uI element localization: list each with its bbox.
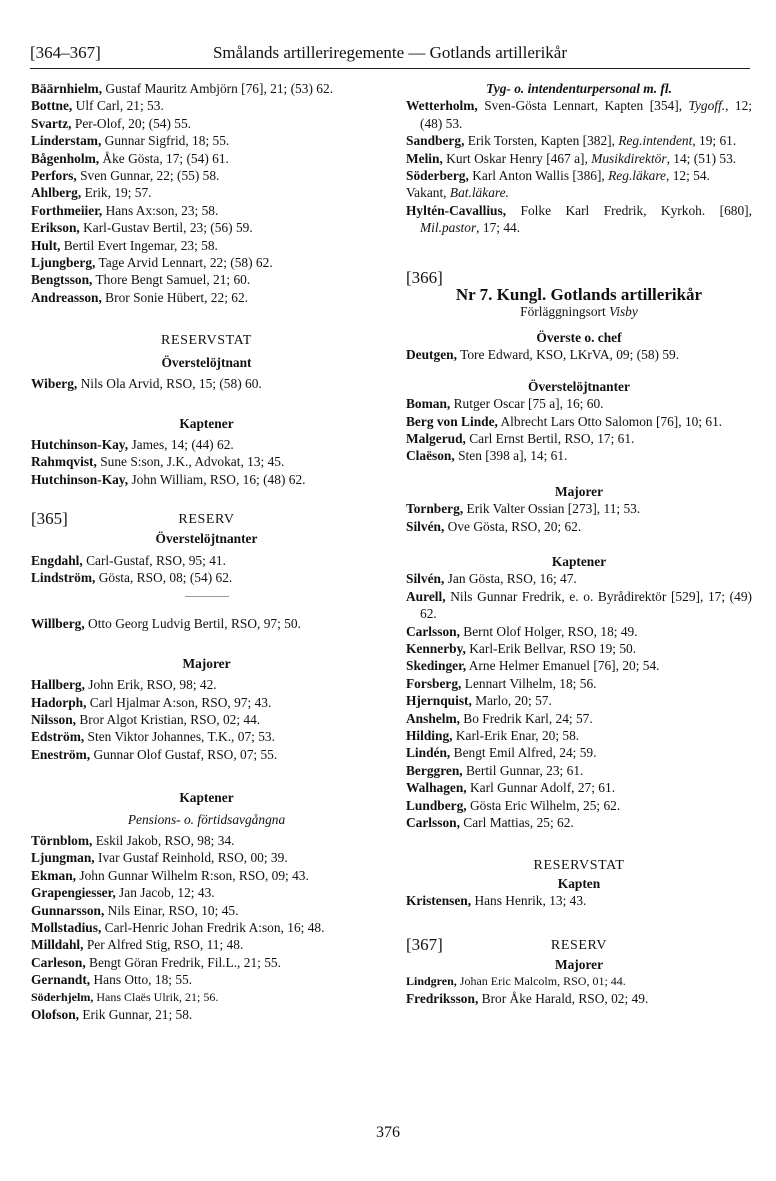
entry-details: Carl Hjalmar A:son, RSO, 97; 43. (86, 694, 272, 710)
roster-entry (31, 289, 382, 306)
entry-details: Thore Bengt Samuel, 21; 60. (92, 272, 251, 288)
section-number: [365] (31, 509, 68, 529)
entry-name: Grapengiesser, (31, 885, 116, 901)
entry-details: Erik Valter Ossian [273], 11; 53. (463, 501, 641, 517)
rank-heading: Överstelöjtnanter (528, 378, 630, 394)
entry-details: Vakant, (406, 185, 450, 201)
section-row (406, 936, 752, 956)
entry-details: Gösta Eric Wilhelm, 25; 62. (466, 797, 621, 813)
roster-entry (31, 202, 382, 219)
entry-name: Berg von Linde, (406, 413, 498, 429)
entry-details: Kurt Oskar Henry [467 a], (442, 150, 592, 166)
entry-name: Berggren, (406, 762, 463, 778)
roster-entry (31, 167, 382, 184)
entry-details: Carl-Gustaf, RSO, 95; 41. (82, 552, 226, 568)
entry-details: Nils Einar, RSO, 10; 45. (104, 902, 239, 918)
roster-entry (31, 132, 382, 149)
entry-details: Folke Karl Fredrik, Kyrkoh. [680], (506, 202, 752, 218)
entry-name: Silvén, (406, 571, 445, 587)
entry-name: Hadorph, (31, 694, 87, 710)
entry-details: Rutger Oscar [75 a], 16; 60. (450, 396, 604, 412)
roster-entry (31, 694, 382, 711)
entry-details: John William, RSO, 16; (48) 62. (128, 471, 306, 487)
entry-details: Ove Gösta, RSO, 20; 62. (444, 518, 582, 534)
roster-entry (406, 675, 752, 692)
roster-entry (31, 569, 382, 586)
entry-details: Bror Sonie Hübert, 22; 62. (101, 289, 248, 305)
entry-details-end: , 17; 44. (476, 220, 521, 236)
roster-entry (406, 892, 752, 909)
roster-entry (406, 570, 752, 587)
roster-entry (31, 219, 382, 236)
section-row (31, 510, 382, 530)
entry-name: Hjernquist, (406, 693, 472, 709)
roster-list (406, 892, 752, 909)
entry-details: Lennart Vilhelm, 18; 56. (461, 675, 597, 691)
entry-details: Åke Gösta, 17; (54) 61. (99, 150, 229, 166)
section-title: RESERV (550, 937, 608, 953)
roster-entry (406, 744, 752, 761)
roster-entry (406, 640, 752, 657)
entry-details: Karl-Gustav Bertil, 23; (56) 59. (79, 220, 253, 236)
roster-entry (31, 971, 382, 988)
entry-details: Nils Gunnar Fredrik, e. o. Byrådirektör [529], 17; (49) 62. (420, 588, 752, 622)
rank-heading: Majorer (554, 483, 604, 499)
roster-entry (31, 471, 382, 488)
roster-entry (406, 430, 752, 447)
rank-heading: Kaptener (179, 415, 234, 431)
entry-name: Bottne, (31, 98, 73, 114)
entry-details: Bo Fredrik Karl, 24; 57. (459, 710, 593, 726)
roster-list (31, 375, 382, 392)
roster-entry (31, 711, 382, 728)
entry-details: Karl-Erik Bellvar, RSO 19; 50. (465, 640, 637, 656)
garrison-place: Visby (609, 304, 638, 320)
entry-details: Bertil Evert Ingemar, 23; 58. (60, 237, 218, 253)
entry-details: John Gunnar Wilhelm R:son, RSO, 09; 43. (76, 867, 309, 883)
entry-details: Marlo, 20; 57. (471, 693, 552, 709)
running-title: Smålands artilleriregemente — Gotlands artillerikår (212, 43, 568, 62)
roster-list (31, 80, 382, 306)
roster-entry (31, 867, 382, 884)
entry-name: Ljungman, (31, 850, 95, 866)
entry-details: Nils Ola Arvid, RSO, 15; (58) 60. (77, 376, 262, 392)
entry-details-end: , 12; (48) 53. (420, 98, 752, 131)
entry-name: Anshelm, (406, 710, 460, 726)
entry-details: Ulf Carl, 21; 53. (72, 98, 164, 114)
roster-entry (406, 588, 752, 623)
roster-entry (406, 710, 752, 727)
roster-entry (31, 97, 382, 114)
roster-list (406, 500, 752, 535)
entry-details: Per-Olof, 20; (54) 55. (71, 115, 192, 131)
entry-details: Sune S:son, J.K., Advokat, 13; 45. (96, 454, 285, 470)
entry-details: Carl-Henric Johan Fredrik A:son, 16; 48. (101, 920, 325, 936)
entry-name: Forsberg, (406, 675, 462, 691)
entry-name: Ahlberg, (31, 185, 82, 201)
entry-details: Carl Ernst Bertil, RSO, 17; 61. (465, 430, 635, 446)
entry-name: Hult, (31, 237, 61, 253)
entry-name: Eneström, (31, 746, 91, 762)
garrison-line (406, 303, 752, 320)
entry-details: Albrecht Lars Otto Salomon [76], 10; 61. (497, 413, 723, 429)
entry-title: Tygoff. (688, 98, 726, 114)
entry-details: Jan Gösta, RSO, 16; 47. (444, 571, 577, 587)
entry-name: Malgerud, (406, 430, 466, 446)
entry-name: Hyltén-Cavallius, (406, 202, 507, 218)
entry-details: Bengt Emil Alfred, 24; 59. (450, 745, 597, 761)
entry-name: Mollstadius, (31, 920, 102, 936)
roster-list (406, 570, 752, 831)
entry-details: Sven Gunnar, 22; (55) 58. (76, 168, 220, 184)
entry-details: Gustaf Mauritz Ambjörn [76], 21; (53) 62. (102, 81, 333, 96)
entry-name: Carlsson, (406, 815, 460, 831)
entry-name: Fredriksson, (406, 991, 479, 1007)
entry-details: Gösta, RSO, 08; (54) 62. (95, 569, 233, 585)
rank-heading: Överstelöjtnanter (155, 531, 258, 547)
entry-details-end: , 14; (51) 53. (666, 150, 737, 166)
roster-entry (406, 202, 752, 237)
roster-entry (406, 727, 752, 744)
entry-name: Söderhjelm, (31, 989, 94, 1004)
entry-name: Olofson, (31, 1007, 79, 1023)
roster-entry (406, 518, 752, 535)
entry-name: Deutgen, (406, 347, 457, 363)
entry-name: Tornberg, (406, 501, 464, 517)
roster-entry (406, 973, 752, 990)
entry-name: Walhagen, (406, 780, 467, 796)
roster-list (406, 395, 752, 465)
entry-name: Nilsson, (31, 711, 77, 727)
entry-details: Bengt Göran Fredrik, Fil.L., 21; 55. (85, 954, 281, 970)
roster-entry (31, 884, 382, 901)
entry-name: Ljungberg, (31, 255, 96, 271)
roster-entry (31, 849, 382, 866)
entry-name: Lindgren, (406, 974, 457, 989)
page-number: 376 (376, 1124, 400, 1141)
header-rule (30, 68, 750, 69)
roster-entry (31, 80, 382, 97)
roster-entry (31, 375, 382, 392)
roster-entry (406, 657, 752, 674)
subheading: Pensions- o. förtidsavgångna (127, 811, 286, 827)
page-header (30, 44, 750, 64)
entry-name: Kristensen, (406, 893, 472, 909)
roster-entry (31, 150, 382, 167)
entry-details-end: , 19; 61. (692, 133, 737, 149)
roster-list (406, 973, 752, 1008)
entry-details: Bror Algot Kristian, RSO, 02; 44. (76, 711, 261, 727)
entry-details: Erik Torsten, Kapten [382], (464, 133, 619, 149)
right-column (406, 80, 752, 1008)
entry-details: John Erik, RSO, 98; 42. (84, 677, 217, 693)
entry-name: Ekman, (31, 867, 77, 883)
roster-entry (406, 623, 752, 640)
entry-details: Karl Gunnar Adolf, 27; 61. (466, 780, 616, 796)
roster-entry (31, 552, 382, 569)
roster-entry (31, 237, 382, 254)
roster-entry (31, 676, 382, 693)
entry-title: Reg.läkare (608, 168, 667, 184)
entry-details: Bertil Gunnar, 23; 61. (462, 762, 584, 778)
roster-entry (406, 447, 752, 464)
roster-entry (31, 936, 382, 953)
entry-name: Aurell, (406, 588, 446, 604)
roster-entry (31, 271, 382, 288)
entry-name: Gernandt, (31, 972, 91, 988)
entry-details: Hans Claës Ulrik, 21; 56. (93, 989, 219, 1004)
roster-entry (31, 832, 382, 849)
section-number: [366] (406, 267, 443, 287)
entry-title: Reg.intendent (618, 133, 693, 149)
entry-title: Mil.pastor (420, 220, 477, 236)
entry-details: Ivar Gustaf Reinhold, RSO, 00; 39. (94, 850, 288, 866)
entry-name: Kennerby, (406, 640, 466, 656)
entry-name: Lundberg, (406, 797, 467, 813)
rank-heading: Majorer (554, 956, 604, 972)
page-range: [364–367] (30, 43, 101, 62)
entry-name: Claëson, (406, 448, 455, 464)
roster-list (31, 832, 382, 1023)
entry-details: Erik, 19; 57. (81, 185, 152, 201)
roster-list (406, 97, 752, 236)
entry-name: Forthmeiier, (31, 202, 103, 218)
entry-name: Bengtsson, (31, 272, 93, 288)
entry-name: Carleson, (31, 954, 86, 970)
entry-name: Hallberg, (31, 677, 85, 693)
roster-entry (406, 814, 752, 831)
section-number: [367] (406, 934, 443, 954)
entry-name: Milldahl, (31, 937, 84, 953)
entry-details: Gunnar Sigfrid, 18; 55. (101, 133, 230, 149)
entry-details: Per Alfred Stig, RSO, 11; 48. (83, 937, 244, 953)
entry-name: Perfors, (31, 168, 77, 184)
entry-name: Skedinger, (406, 658, 467, 674)
roster-entry (406, 779, 752, 796)
entry-details: Carl Mattias, 25; 62. (459, 815, 574, 831)
entry-name: Edström, (31, 729, 85, 745)
entry-details: Sten [398 a], 14; 61. (454, 448, 568, 464)
roster-list (406, 346, 752, 363)
rank-heading: Majorer (182, 655, 231, 671)
entry-name: Hilding, (406, 728, 453, 743)
entry-details: Sven-Gösta Lennart, Kapten [354], (477, 98, 689, 114)
entry-name: Wiberg, (31, 376, 78, 392)
entry-name: Lindström, (31, 569, 96, 585)
roster-entry (406, 167, 752, 184)
roster-entry (406, 762, 752, 779)
entry-name: Linderstam, (31, 133, 102, 149)
entry-name: Carlsson, (406, 623, 460, 639)
entry-details: Karl-Erik Enar, 20; 58. (452, 728, 580, 743)
roster-entry (406, 500, 752, 517)
entry-name: Boman, (406, 396, 451, 412)
entry-name: Bäärnhielm, (31, 81, 103, 96)
rank-heading: Överstelöjtnant (161, 354, 252, 370)
roster-entry (31, 919, 382, 936)
roster-entry (31, 746, 382, 763)
roster-entry (406, 97, 752, 132)
entry-name: Silvén, (406, 518, 445, 534)
entry-name: Willberg, (31, 616, 85, 632)
rank-heading: Kaptener (179, 790, 234, 806)
entry-name: Sandberg, (406, 133, 465, 149)
entry-details: Hans Henrik, 13; 43. (471, 893, 587, 909)
entry-details: Arne Helmer Emanuel [76], 20; 54. (466, 658, 660, 674)
entry-name: Bågenholm, (31, 150, 100, 166)
entry-details: Hans Ax:son, 23; 58. (102, 202, 219, 218)
entry-name: Lindén, (406, 745, 451, 761)
rank-heading: Kaptener (551, 553, 607, 569)
entry-title: Musikdirektör (591, 150, 667, 166)
entry-details: Johan Eric Malcolm, RSO, 01; 44. (456, 974, 626, 989)
entry-name: Rahmqvist, (31, 454, 97, 470)
roster-entry (31, 115, 382, 132)
entry-details: Bror Åke Harald, RSO, 02; 49. (478, 991, 649, 1007)
entry-details: Eskil Jakob, RSO, 98; 34. (92, 833, 235, 848)
roster-entry (406, 692, 752, 709)
section-heading: Tyg- o. intendenturpersonal m. fl. (486, 81, 672, 96)
entry-details: Otto Georg Ludvig Bertil, RSO, 97; 50. (84, 616, 301, 632)
entry-name: Gunnarsson, (31, 902, 105, 918)
roster-entry (31, 989, 382, 1006)
entry-name: Melin, (406, 150, 443, 166)
entry-details: Tage Arvid Lennart, 22; (58) 62. (95, 255, 273, 271)
roster-entry (406, 413, 752, 430)
rank-heading: Kapten (557, 875, 601, 891)
roster-entry (31, 728, 382, 745)
entry-name: Andreasson, (31, 289, 102, 305)
left-column (31, 80, 382, 1023)
roster-list (31, 615, 382, 632)
unit-title: Nr 7. Kungl. Gotlands artillerikår (455, 285, 703, 305)
garrison-label: Förläggningsort (520, 304, 610, 320)
entry-details: Bernt Olof Holger, RSO, 18; 49. (459, 623, 638, 639)
roster-entry (31, 954, 382, 971)
roster-entry (31, 1006, 382, 1023)
section-title: RESERVSTAT (161, 333, 252, 349)
roster-entry (31, 184, 382, 201)
entry-name: Törnblom, (31, 833, 93, 848)
entry-name: Erikson, (31, 220, 80, 236)
roster-list (31, 552, 382, 587)
entry-details-end: , 12; 54. (666, 168, 710, 184)
roster-list (31, 436, 382, 488)
entry-name: Hutchinson-Kay, (31, 436, 129, 452)
roster-entry (406, 395, 752, 412)
entry-details: Hans Otto, 18; 55. (90, 972, 193, 988)
entry-details: Sten Viktor Johannes, T.K., 07; 53. (84, 729, 275, 745)
entry-details: Tore Edward, KSO, LKrVA, 09; (58) 59. (456, 347, 680, 363)
rank-heading: Överste o. chef (536, 329, 622, 345)
roster-entry (406, 150, 752, 167)
entry-title: Bat.läkare. (449, 185, 509, 201)
entry-name: Svartz, (31, 115, 72, 131)
entry-name: Wetterholm, (406, 98, 478, 114)
roster-entry (31, 615, 382, 632)
entry-details: Karl Anton Wallis [386], (468, 168, 609, 184)
roster-entry (406, 797, 752, 814)
roster-entry (406, 990, 752, 1007)
entry-name: Engdahl, (31, 552, 83, 568)
roster-entry (406, 132, 752, 149)
entry-name: Söderberg, (406, 168, 469, 184)
roster-entry (31, 902, 382, 919)
roster-entry (31, 436, 382, 453)
section-title: RESERVSTAT (533, 858, 625, 874)
entry-details: James, 14; (44) 62. (128, 436, 234, 452)
roster-entry (406, 346, 752, 363)
roster-entry (406, 184, 752, 201)
entry-details: Erik Gunnar, 21; 58. (79, 1007, 193, 1023)
section-title: RESERV (178, 512, 235, 528)
entry-details: Jan Jacob, 12; 43. (115, 885, 215, 901)
roster-list (31, 676, 382, 763)
entry-details: Gunnar Olof Gustaf, RSO, 07; 55. (90, 746, 278, 762)
roster-entry (31, 453, 382, 470)
roster-entry (31, 254, 382, 271)
entry-name: Hutchinson-Kay, (31, 471, 129, 487)
